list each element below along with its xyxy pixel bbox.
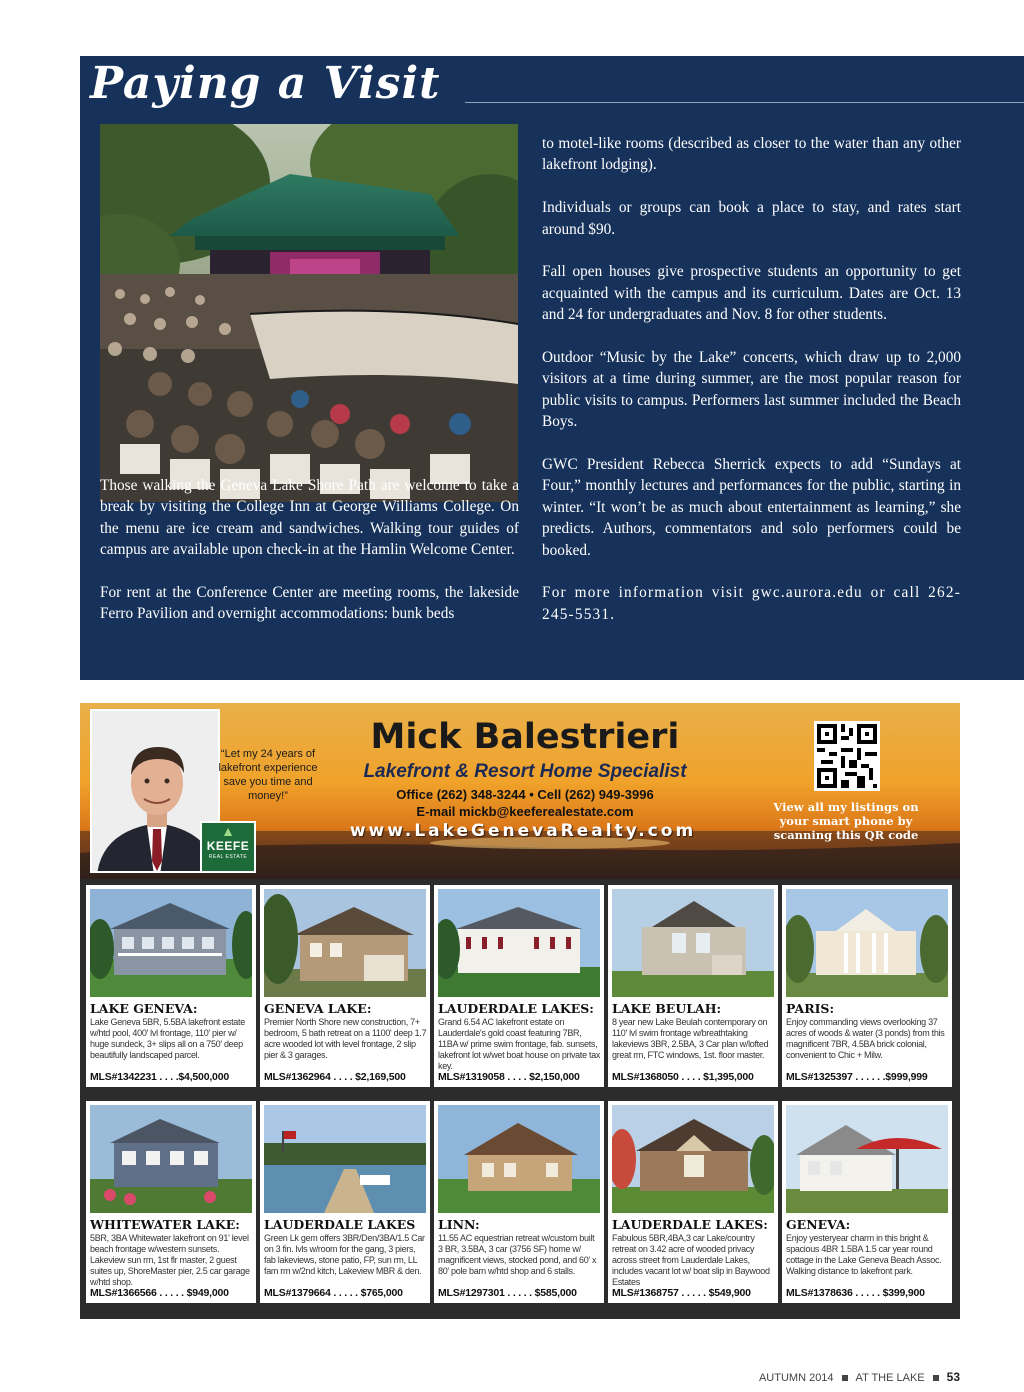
listing-city: GENEVA: xyxy=(786,1217,851,1232)
listing-mls-price: MLS#1342231 . . . .$4,500,000 xyxy=(90,1071,229,1083)
article-left-column xyxy=(100,475,519,646)
listing-description: Grand 6.54 AC lakefront estate on Lauderdale's gold coast featuring 7BR, 11BA w/ prime swim frontage, fab. sunsets, lakefront lot w/wet boat house on private tax key. xyxy=(438,1017,601,1071)
contact-paragraph: For more information visit gwc.aurora.edu or call 262-245-5531. xyxy=(542,584,961,623)
listing-mls-price: MLS#1297301 . . . . . $585,000 xyxy=(438,1287,577,1299)
kicker-rule xyxy=(465,102,1024,103)
listing-description: Premier North Shore new construction, 7+ bedroom, 5 bath retreat on a 1100' deep 1.7 acre wooded lot with level frontage, 2 slip pier & 3 garages. xyxy=(264,1017,427,1060)
listing-mls-price: MLS#1378636 . . . . . $399,900 xyxy=(786,1287,925,1299)
agent-title: Lakefront & Resort Home Specialist xyxy=(363,761,687,782)
logo-name: KEEFE xyxy=(206,839,250,853)
concert-photo xyxy=(100,124,518,502)
agent-website[interactable]: www.LakeGenevaRealty.com xyxy=(349,821,697,841)
realtor-ad xyxy=(80,703,960,1319)
paragraph: For rent at the Conference Center are meeting rooms, the lakeside Ferro Pavilion and overnight accommodations: bunk beds xyxy=(100,584,519,623)
listing-card[interactable] xyxy=(86,1101,256,1303)
qr-code-icon[interactable] xyxy=(814,721,880,791)
listing-mls-price: MLS#1368757 . . . . . $549,900 xyxy=(612,1287,751,1299)
paragraph: to motel-like rooms (described as closer to the water than any other lakefront lodging). xyxy=(542,135,961,174)
listing-city: LAKE BEULAH: xyxy=(612,1001,722,1016)
square-icon xyxy=(842,1375,848,1381)
listing-photo xyxy=(612,1105,774,1213)
agent-email[interactable]: E-mail mickb@keeferealestate.com xyxy=(416,804,634,819)
listing-description: 5BR, 3BA Whitewater lakefront on 91' level beach frontage w/western sunsets. Lakeview sun rm, 1st flr master, 2 guest suites up, ShoreMaster pier, 2.5 car garage w/htd shop. xyxy=(90,1233,250,1287)
logo-sub: REAL ESTATE xyxy=(208,854,248,860)
listing-photo xyxy=(264,889,426,997)
paragraph: Fall open houses give prospective students an opportunity to get acquainted with the campus and its curriculum. Dates are Oct. 13 and 24 for undergraduates and Nov. 8 for other students. xyxy=(542,263,961,324)
listing-photo xyxy=(438,1105,600,1213)
listing-city: LAUDERDALE LAKES: xyxy=(612,1217,768,1232)
issue-label: AUTUMN 2014 xyxy=(758,1372,834,1384)
listing-card[interactable] xyxy=(260,885,430,1087)
listing-description: 8 year new Lake Beulah contemporary on 110' lvl swim frontage w/breathtaking lakeviews 3BR, 2.5BA, 3 Car plan w/lofted great rm, FTC windows, 1st. floor master. xyxy=(612,1017,769,1060)
listing-mls-price: MLS#1325397 . . . . . .$999,999 xyxy=(786,1071,928,1083)
paragraph: Those walking the Geneva Lake Shore Path are welcome to take a break by visiting the College Inn at George Williams College. On the menu are ice cream and sandwiches. Walking tour guides of campus are available upon check-in at the Hamlin Welcome Center. xyxy=(100,477,519,559)
listing-photo xyxy=(786,1105,948,1213)
listing-city: LAUDERDALE LAKES: xyxy=(438,1001,594,1016)
listing-mls-price: MLS#1366566 . . . . . $949,000 xyxy=(90,1287,229,1299)
listing-description: 11.55 AC equestrian retreat w/custom built 3 BR, 3.5BA, 3 car (3756 SF) home w/ magnificent views, stocked pond, and 60' x 80' pole barn w/htd shop and 6 stalls. xyxy=(438,1233,597,1276)
listing-photo xyxy=(438,889,600,997)
agent-quote: “Let my 24 years of lakefront experience save you time and money!” xyxy=(218,748,318,802)
magazine-name: AT THE LAKE xyxy=(855,1372,925,1384)
listing-description: Green Lk gem offers 3BR/Den/3BA/1.5 Car on 3 fin. lvls w/room for the gang, 3 piers, fab lakeviews, stone patio, FP, sun rm, LL fam rm w/2nd kitch, Lakeview MBR & den. xyxy=(264,1233,425,1276)
paragraph: GWC President Rebecca Sherrick expects to add “Sundays at Four,” monthly lectures and performances for the public, starting in winter. “It won’t be as much about entertainment as learning,” she predicts. Authors, commentators and solo performers could be booked. xyxy=(542,456,961,559)
square-icon xyxy=(933,1375,939,1381)
agent-phone[interactable]: Office (262) 348-3244 • Cell (262) 949-3996 xyxy=(396,787,654,802)
listing-photo xyxy=(612,889,774,997)
page-number: 53 xyxy=(946,1370,960,1384)
listing-city: WHITEWATER LAKE: xyxy=(90,1217,240,1232)
agent-name: Mick Balestrieri xyxy=(370,717,680,757)
listing-city: GENEVA LAKE: xyxy=(264,1001,372,1016)
listing-description: Lake Geneva 5BR, 5.5BA lakefront estate w/htd pool, 400' lvl frontage, 110' pier w/ huge sundeck, 3+ slips all on a 750' deep beautifully landscaped parcel. xyxy=(90,1017,245,1060)
listing-photo xyxy=(264,1105,426,1213)
listing-card[interactable] xyxy=(782,1101,952,1303)
tree-icon: ▲ xyxy=(221,823,235,839)
listing-card[interactable] xyxy=(608,885,778,1087)
listing-card[interactable] xyxy=(782,885,952,1087)
listing-card[interactable] xyxy=(434,885,604,1087)
section-kicker: Paying a Visit xyxy=(90,58,441,109)
listing-card[interactable] xyxy=(260,1101,430,1303)
listing-city: LAKE GENEVA: xyxy=(90,1001,198,1016)
paragraph: Individuals or groups can book a place to stay, and rates start around $90. xyxy=(542,199,961,238)
listing-photo xyxy=(90,889,252,997)
article-right-column xyxy=(542,133,961,647)
listing-card[interactable] xyxy=(434,1101,604,1303)
paragraph: Outdoor “Music by the Lake” concerts, which draw up to 2,000 visitors at a time during summer, are the most popular reason for public visits to campus. Performers last summer included the Beach Boys. xyxy=(542,349,961,431)
listing-description: Enjoy commanding views overlooking 37 acres of woods & water (3 ponds) from this magnificent 7BR, 4.5BA brick colonial, convenient to Chic + Milw. xyxy=(786,1017,945,1060)
keefe-logo xyxy=(200,821,256,873)
listing-mls-price: MLS#1319058 . . . . $2,150,000 xyxy=(438,1071,580,1083)
page-folio xyxy=(759,1370,960,1384)
listing-mls-price: MLS#1379664 . . . . . $765,000 xyxy=(264,1287,403,1299)
listing-card[interactable] xyxy=(608,1101,778,1303)
listing-card[interactable] xyxy=(86,885,256,1087)
listing-mls-price: MLS#1368050 . . . . $1,395,000 xyxy=(612,1071,754,1083)
listing-mls-price: MLS#1362964 . . . . $2,169,500 xyxy=(264,1071,406,1083)
ad-header xyxy=(80,703,960,879)
listing-city: LAUDERDALE LAKES xyxy=(264,1217,416,1232)
article-panel xyxy=(80,56,1024,680)
listing-description: Fabulous 5BR,4BA,3 car Lake/country retreat on 3.42 acre of wooded privacy across street from Lauderdale Lakes, includes vacant lot w/ boat slip in Baywood Estates xyxy=(612,1233,770,1287)
qr-caption: View all my listings on your smart phone by scanning this QR code xyxy=(773,800,919,842)
listing-photo xyxy=(786,889,948,997)
listing-photo xyxy=(90,1105,252,1213)
listing-city: PARIS: xyxy=(786,1001,835,1016)
listing-city: LINN: xyxy=(438,1217,480,1232)
listing-description: Enjoy yesteryear charm in this bright & spacious 4BR 1.5BA 1.5 car year round cottage in the Lake Geneva Beach Assoc. Walking distance to lakefront park. xyxy=(786,1233,942,1276)
